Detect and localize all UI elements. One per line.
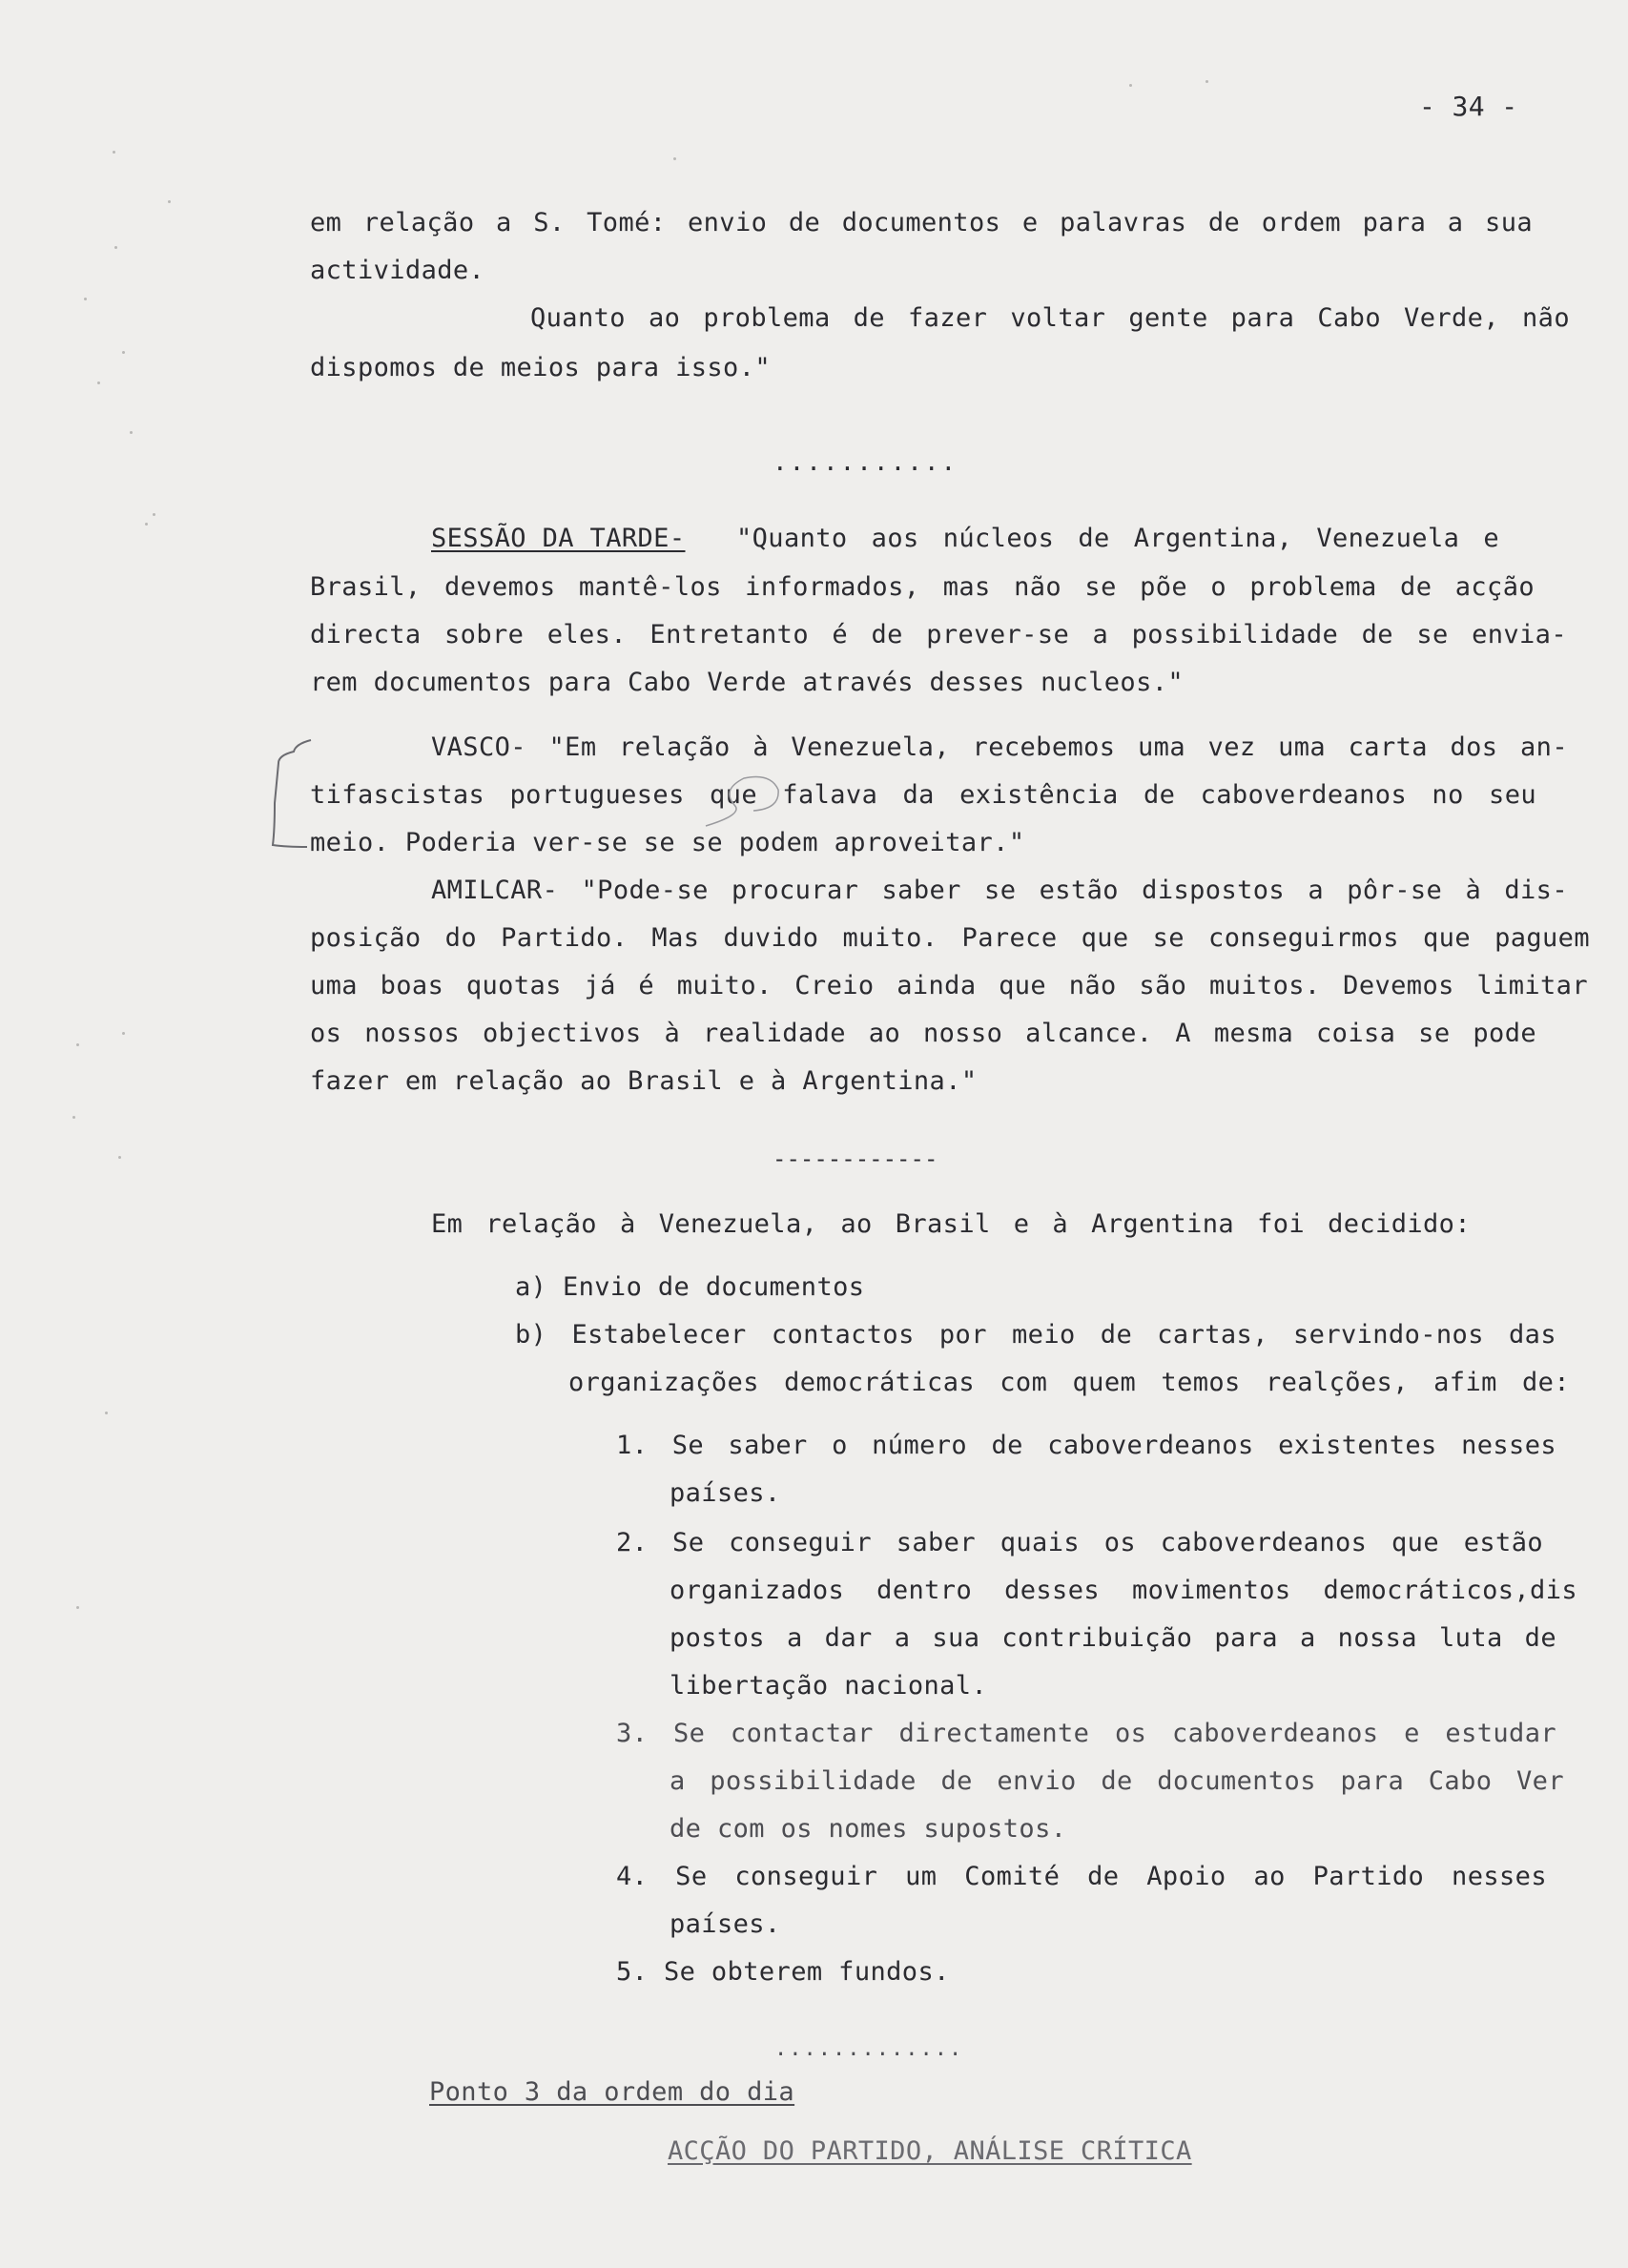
list-item-a: a) Envio de documentos [515, 1272, 865, 1302]
separator-dots: ........... [773, 448, 958, 477]
text-line-content: Em relação à Venezuela, ao Brasil e à Argentina foi decidido: [431, 1209, 1471, 1239]
numbered-item-2-continued [670, 1625, 1556, 1651]
text-line-content: 3. Se contactar directamente os caboverdeanos e estudar [616, 1719, 1556, 1748]
paper-speck [145, 523, 148, 526]
paper-speck [168, 200, 171, 203]
paper-speck [118, 1156, 121, 1159]
text-line: rem documentos para Cabo Verde através desses nucleos." [310, 668, 1185, 697]
text-line-content: posição do Partido. Mas duvido muito. Parece que se conseguirmos que paguem [310, 923, 1590, 953]
numbered-item-3-continued: de com os nomes supostos. [670, 1814, 1067, 1844]
paper-speck [113, 151, 115, 154]
text-line-content: AMILCAR- "Pode-se procurar saber se estão dispostos a pôr-se à dis- [431, 876, 1568, 905]
text-line [310, 622, 1567, 648]
text-line [310, 973, 1588, 999]
paper-speck [673, 157, 676, 160]
text-line [530, 305, 1570, 331]
paper-speck [130, 431, 133, 434]
text-line-content: 1. Se saber o número de caboverdeanos existentes nesses [616, 1431, 1556, 1460]
numbered-item-4-continued: países. [670, 1909, 781, 1939]
numbered-item-5: 5. Se obterem fundos. [616, 1957, 950, 1987]
agenda-item-subheading: ACÇÃO DO PARTIDO, ANÁLISE CRÍTICA [668, 2136, 1192, 2166]
text-line [431, 1211, 1471, 1237]
text-line-content: b) Estabelecer contactos por meio de cartas, servindo-nos das [515, 1320, 1556, 1350]
text-line-content: 2. Se conseguir saber quais os caboverdeanos que estão [616, 1528, 1543, 1557]
text-line-content: 4. Se conseguir um Comité de Apoio ao Partido nesses [616, 1862, 1547, 1891]
text-line-content: directa sobre eles. Entretanto é de prever-se a possibilidade de se envia- [310, 620, 1567, 649]
paper-speck [122, 1032, 125, 1035]
text-line-content: organizações democráticas com quem temos realções, afim de: [568, 1368, 1570, 1397]
numbered-item-1 [616, 1433, 1556, 1458]
paper-speck [1206, 80, 1208, 83]
text-line-content: postos a dar a sua contribuição para a nossa luta de [670, 1623, 1556, 1653]
numbered-item-4 [616, 1864, 1547, 1889]
page-number: - 34 - [1419, 91, 1518, 122]
list-item-b [515, 1322, 1556, 1348]
paper-speck [84, 298, 87, 300]
text-line [431, 877, 1568, 903]
numbered-item-2 [616, 1530, 1543, 1556]
text-line [736, 526, 1499, 551]
text-line [310, 1021, 1536, 1046]
numbered-item-3 [616, 1721, 1556, 1746]
text-line-content: tifascistas portugueses que falava da existência de caboverdeanos no seu [310, 780, 1536, 810]
numbered-item-2-continued [670, 1577, 1577, 1603]
text-line: fazer em relação ao Brasil e à Argentina." [310, 1066, 978, 1096]
text-line [310, 925, 1590, 951]
paper-speck [72, 1116, 75, 1119]
separator-dots: ............. [774, 2037, 964, 2061]
paper-speck [122, 351, 125, 354]
text-line-content: organizados dentro desses movimentos democráticos,dis [670, 1576, 1577, 1605]
separator-dashes: ------------ [773, 1145, 938, 1172]
text-line [310, 210, 1533, 236]
paper-speck [97, 381, 100, 384]
text-line: meio. Poderia ver-se se se podem aproveitar." [310, 828, 1025, 857]
numbered-item-2-continued: libertação nacional. [670, 1671, 988, 1701]
paper-speck [153, 513, 155, 516]
paper-speck [76, 1043, 79, 1046]
session-heading: SESSÃO DA TARDE- [431, 524, 686, 553]
agenda-item-heading: Ponto 3 da ordem do dia [429, 2077, 795, 2107]
text-line-content: uma boas quotas já é muito. Creio ainda que não são muitos. Devemos limitar [310, 971, 1588, 1000]
text-line: dispomos de meios para isso." [310, 353, 772, 382]
paper-speck [1129, 84, 1132, 87]
handwritten-bracket-mark [258, 734, 792, 868]
text-line-content: os nossos objectivos à realidade ao nosso alcance. A mesma coisa se pode [310, 1019, 1536, 1048]
text-line-content: Quanto ao problema de fazer voltar gente para Cabo Verde, não [530, 303, 1570, 333]
paper-speck [76, 1606, 79, 1609]
text-line [310, 574, 1535, 600]
text-line-content: VASCO- "Em relação à Venezuela, recebemos uma vez uma carta dos an- [431, 732, 1568, 762]
text-line-content: "Quanto aos núcleos de Argentina, Venezuela e [736, 524, 1499, 553]
paper-speck [114, 246, 117, 249]
numbered-item-3-continued [670, 1768, 1564, 1794]
numbered-item-1-continued: países. [670, 1478, 781, 1508]
text-line-content: em relação a S. Tomé: envio de documentos e palavras de ordem para a sua [310, 208, 1533, 237]
list-item-b-continued [568, 1370, 1570, 1395]
text-line-content: Brasil, devemos mantê-los informados, mas não se põe o problema de acção [310, 572, 1535, 602]
text-line: actividade. [310, 256, 485, 285]
paper-speck [105, 1412, 108, 1414]
text-line-content: a possibilidade de envio de documentos para Cabo Ver [670, 1766, 1564, 1796]
